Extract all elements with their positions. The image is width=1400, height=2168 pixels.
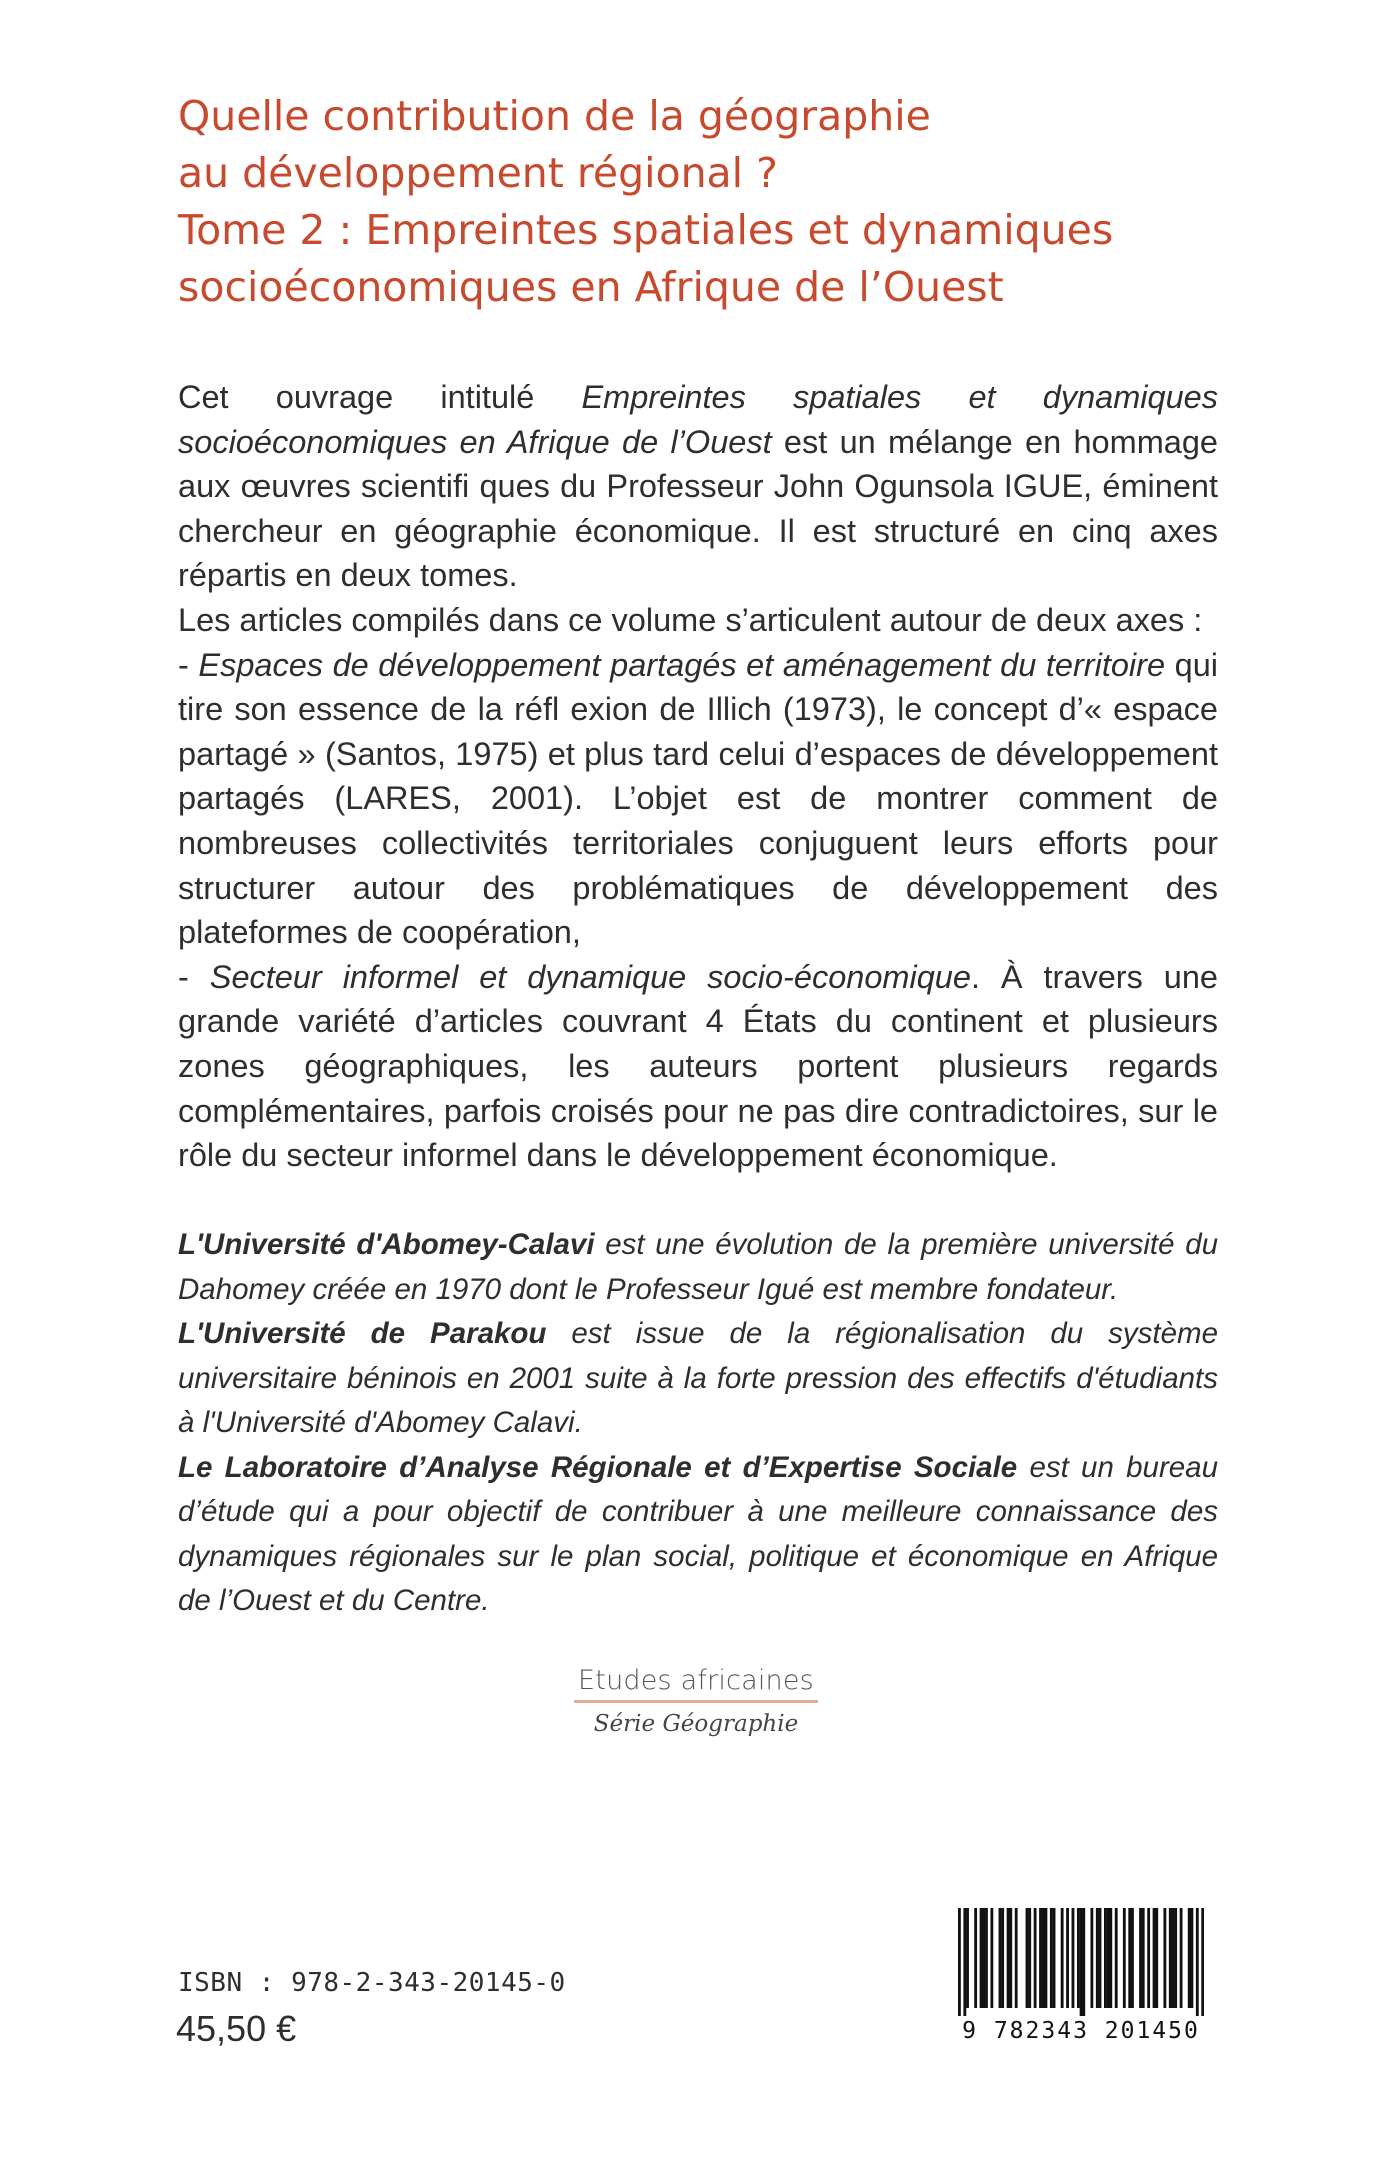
- barcode-bar: [1096, 1908, 1099, 2008]
- barcode-bar: [999, 1908, 1002, 2008]
- summary-axis-1: - Espaces de développement partagés et aménagement du territoire qui tire son essence de la réfl exion de Illich (1973), le concept d’« espace partagé » (Santos, 1975) et plus tard celui d’espaces de développement partagés (LARES, 2001). L’objet est de montrer comment de nombreuses collectivités territoriales conjuguent leurs efforts pour structurer autour des problématiques de développement des plateformes de coopération,: [178, 646, 1218, 951]
- barcode-bar: [1104, 1908, 1107, 2008]
- isbn-number: ISBN : 978-2-343-20145-0: [178, 1968, 566, 1998]
- barcode-bar: [1115, 1908, 1118, 2008]
- barcode-bar: [1034, 1908, 1037, 2008]
- barcode-bar: [974, 1908, 977, 2008]
- barcode-bar: [1107, 1908, 1110, 2008]
- institution-abomey-calavi: L'Université d'Abomey-Calavi est une évolution de la première université du Dahomey créée en 1970 dont le Professeur Igué est membre fondateur.: [178, 1228, 1219, 1306]
- barcode-bar: [1201, 1908, 1204, 2016]
- barcode-bar: [1077, 1908, 1080, 2008]
- barcode-bar: [1090, 1908, 1093, 2008]
- barcode-bar: [1007, 1908, 1010, 2008]
- barcode-bar: [1163, 1908, 1166, 2008]
- axis-2-title: Secteur informel et dynamique socio-économique: [209, 958, 971, 995]
- barcode-bar: [1174, 1908, 1177, 2008]
- barcode-bar: [1139, 1908, 1142, 2008]
- barcode-bar: [1045, 1908, 1048, 2008]
- series-divider: [574, 1700, 818, 1703]
- barcode-bar: [1066, 1908, 1069, 2008]
- series-logo: [576, 1665, 816, 1737]
- barcode-bar: [990, 1908, 993, 2008]
- institution-lares: Le Laboratoire d’Analyse Régionale et d’Expertise Sociale est un bureau d’étude qui a pour objectif de contribuer à une meilleure connaissance des dynamiques régionales sur le plan social, politique et économique en Afrique de l’Ouest et du Centre.: [178, 1450, 1218, 1617]
- barcode-bar: [1001, 1908, 1004, 2008]
- title-line-1: Quelle contribution de la géographie: [178, 92, 931, 140]
- series-subtitle: Série Géographie: [593, 1711, 799, 1737]
- barcode-bar: [1099, 1908, 1102, 2008]
- barcode-bar: [1026, 1908, 1029, 2008]
- barcode-bar: [1028, 1908, 1031, 2008]
- barcode-bar: [1188, 1908, 1191, 2008]
- title-line-2: au développement régional ?: [178, 149, 778, 197]
- barcode-bar: [958, 1908, 961, 2016]
- barcode-bar: [1142, 1908, 1145, 2008]
- summary-text: [178, 375, 1218, 1178]
- summary-axis-2: - Secteur informel et dynamique socio-économique. À travers une grande variété d’articles couvrant 4 États du continent et plusieurs zones géographiques, les auteurs portent plusieurs regards complémentaires, parfois croisés pour ne pas dire contradictoires, sur le rôle du secteur informel dans le développement économique.: [178, 958, 1218, 1174]
- barcode-digits: 9 782343 201450: [962, 2018, 1200, 2044]
- barcode-bar: [1009, 1908, 1012, 2008]
- barcode-bar: [1080, 1908, 1083, 2016]
- barcode: [958, 1908, 1204, 2052]
- barcode-bar: [1153, 1908, 1156, 2008]
- axis-1-title: Espaces de développement partagés et aménagement du territoire: [198, 646, 1166, 683]
- institution-parakou: L'Université de Parakou est issue de la régionalisation du système universitaire béninois en 2001 suite à la forte pression des effectifs d'étudiants à l'Université d'Abomey Calavi.: [178, 1317, 1218, 1439]
- barcode-bar: [982, 1908, 985, 2008]
- barcode-bar: [1172, 1908, 1175, 2008]
- summary-paragraph-2: Les articles compilés dans ce volume s’articulent autour de deux axes :: [178, 601, 1203, 638]
- summary-paragraph-1: Cet ouvrage intitulé Empreintes spatiales et dynamiques socioéconomiques en Afrique de l’Ouest est un mélange en hommage aux œuvres scientifi ques du Professeur John Ogunsola IGUE, éminent chercheur en géographie économique. Il est structuré en cinq axes répartis en deux tomes.: [178, 379, 1218, 594]
- barcode-bar: [963, 1908, 966, 2016]
- price: 45,50 €: [176, 2008, 297, 2049]
- barcode-bar: [1155, 1908, 1158, 2008]
- barcode-bar: [1015, 1908, 1018, 2008]
- barcode-bar: [1042, 1908, 1045, 2008]
- barcode-bar: [1072, 1908, 1075, 2008]
- barcode-bar: [980, 1908, 983, 2008]
- barcode-bar: [1131, 1908, 1134, 2008]
- barcode-bar: [1169, 1908, 1172, 2008]
- barcode-bars: [958, 1908, 1204, 2016]
- barcode-bar: [985, 1908, 988, 2008]
- barcode-bar: [1050, 1908, 1053, 2008]
- barcode-bar: [1053, 1908, 1056, 2008]
- barcode-bar: [1082, 1908, 1085, 2016]
- barcode-bar: [1109, 1908, 1112, 2008]
- book-title: [178, 88, 1238, 316]
- title-line-4: socioéconomiques en Afrique de l’Ouest: [178, 263, 1004, 311]
- barcode-bar: [1196, 1908, 1199, 2016]
- series-name: Etudes africaines: [578, 1665, 814, 1696]
- book-title-reference: Empreintes spatiales et dynamiques socioéconomiques en Afrique de l’Ouest: [178, 379, 1218, 460]
- institutions-text: [178, 1223, 1218, 1624]
- barcode-bar: [1123, 1908, 1126, 2008]
- barcode-bar: [1180, 1908, 1183, 2008]
- title-line-3: Tome 2 : Empreintes spatiales et dynamiques: [178, 206, 1114, 254]
- barcode-bar: [1039, 1908, 1042, 2008]
- barcode-bar: [1190, 1908, 1193, 2008]
- barcode-bar: [1147, 1908, 1150, 2008]
- barcode-bar: [1061, 1908, 1064, 2008]
- barcode-bar: [1128, 1908, 1131, 2008]
- barcode-bar: [966, 1908, 969, 2008]
